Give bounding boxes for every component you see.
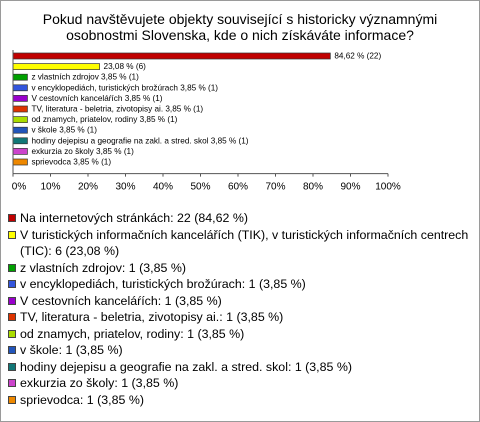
legend-item-9 (8, 359, 474, 376)
legend-item-11 (8, 392, 474, 409)
legend-item-1 (8, 210, 474, 227)
legend-item-5 (8, 293, 474, 310)
bar-label-6: TV, literatura - beletria, zivotopisy ai. 3,85 % (1) (31, 104, 204, 114)
x-tick-label-8: 80% (302, 181, 324, 193)
bar-label-5: V cestovních kanceláŕích 3,85 % (1) (31, 93, 163, 103)
legend-swatch-1 (8, 214, 16, 222)
x-tick-label-2: 20% (77, 181, 99, 193)
bar-11 (13, 159, 27, 165)
x-tick-label-10: 100% (375, 181, 401, 193)
legend-item-4 (8, 276, 474, 293)
bar-7 (13, 117, 27, 123)
bar-label-10: exkurzia zo školy 3,85 % (1) (31, 146, 134, 156)
x-tick-label-6: 60% (227, 181, 249, 193)
legend-label-3: z vlastních zdrojov: 1 (3,85 %) (20, 260, 186, 275)
legend-item-8 (8, 342, 474, 359)
bar-9 (13, 138, 27, 144)
legend-item-10 (8, 375, 474, 392)
bar-10 (13, 148, 27, 154)
legend-label-4: v encyklopediách, turistických brožúrach: 1 (3,85 %) (20, 277, 306, 291)
legend-label-2: V turistických informačních kancelářích (TIK), v turistických informačních centrech (TIC): 6 (23,08 %) (20, 227, 469, 258)
x-tick-label-4: 40% (152, 181, 174, 193)
x-tick-label-7: 70% (265, 181, 286, 193)
bar-plot (1, 1, 479, 206)
legend-item-6 (8, 309, 474, 326)
bar-2 (13, 64, 100, 70)
legend-label-8: v škole: 1 (3,85 %) (20, 343, 123, 357)
legend-item-2 (8, 227, 474, 260)
bar-3 (13, 74, 27, 80)
legend-swatch-5 (8, 297, 16, 305)
bar-8 (13, 127, 27, 133)
legend-label-5: V cestovních kanceláŕích: 1 (3,85 %) (20, 293, 222, 308)
x-tick-label-0: 0% (11, 181, 27, 193)
chart-title-line-1: Pokud navštěvujete objekty související s historicky významnými (42, 11, 438, 27)
bar-label-4: v encyklopediách, turistických brožúrach 3,85 % (1) (31, 83, 219, 93)
legend-label-9: hodiny dejepisu a geografie na zakl. a stred. skol: 1 (3,85 %) (20, 359, 352, 374)
x-tick-label-1: 10% (40, 181, 61, 193)
legend-swatch-7 (8, 330, 16, 338)
bar-6 (13, 106, 27, 112)
x-tick-label-3: 30% (115, 181, 136, 193)
bar-label-11: sprievodca 3,85 % (1) (31, 157, 112, 167)
chart-legend (8, 210, 474, 408)
legend-swatch-10 (8, 379, 16, 387)
legend-swatch-6 (8, 313, 16, 321)
chart-title-line-2: osobnostmi Slovenska, kde o nich získáváte informace? (66, 27, 414, 43)
bar-1 (13, 53, 330, 59)
legend-swatch-3 (8, 264, 16, 272)
bar-label-1: 84,62 % (22) (334, 51, 382, 61)
x-tick-label-5: 50% (190, 181, 211, 193)
legend-label-6: TV, literatura - beletria, zivotopisy ai.: 1 (3,85 %) (20, 310, 284, 324)
legend-swatch-9 (8, 363, 16, 371)
bar-4 (13, 85, 27, 91)
legend-label-10: exkurzia zo školy: 1 (3,85 %) (20, 376, 179, 390)
legend-swatch-8 (8, 346, 16, 354)
legend-item-7 (8, 326, 474, 343)
legend-label-7: od znamych, priatelov, rodiny: 1 (3,85 %) (20, 326, 245, 341)
bar-label-8: v škole 3,85 % (1) (31, 125, 97, 135)
legend-swatch-11 (8, 396, 16, 404)
legend-item-3 (8, 260, 474, 277)
bar-label-3: z vlastních zdrojov 3,85 % (1) (31, 72, 139, 82)
bar-label-9: hodiny dejepisu a geografie na zakl. a stred. skol 3,85 % (1) (31, 136, 249, 146)
x-tick-label-9: 90% (340, 181, 361, 193)
bar-label-2: 23,08 % (6) (103, 62, 146, 72)
bar-5 (13, 95, 27, 101)
legend-label-11: sprievodca: 1 (3,85 %) (20, 392, 144, 407)
legend-label-1: Na internetových stránkách: 22 (84,62 %) (20, 211, 248, 225)
bar-label-7: od znamych, priatelov, rodiny 3,85 % (1) (31, 115, 178, 125)
legend-swatch-2 (8, 231, 16, 239)
legend-swatch-4 (8, 280, 16, 288)
